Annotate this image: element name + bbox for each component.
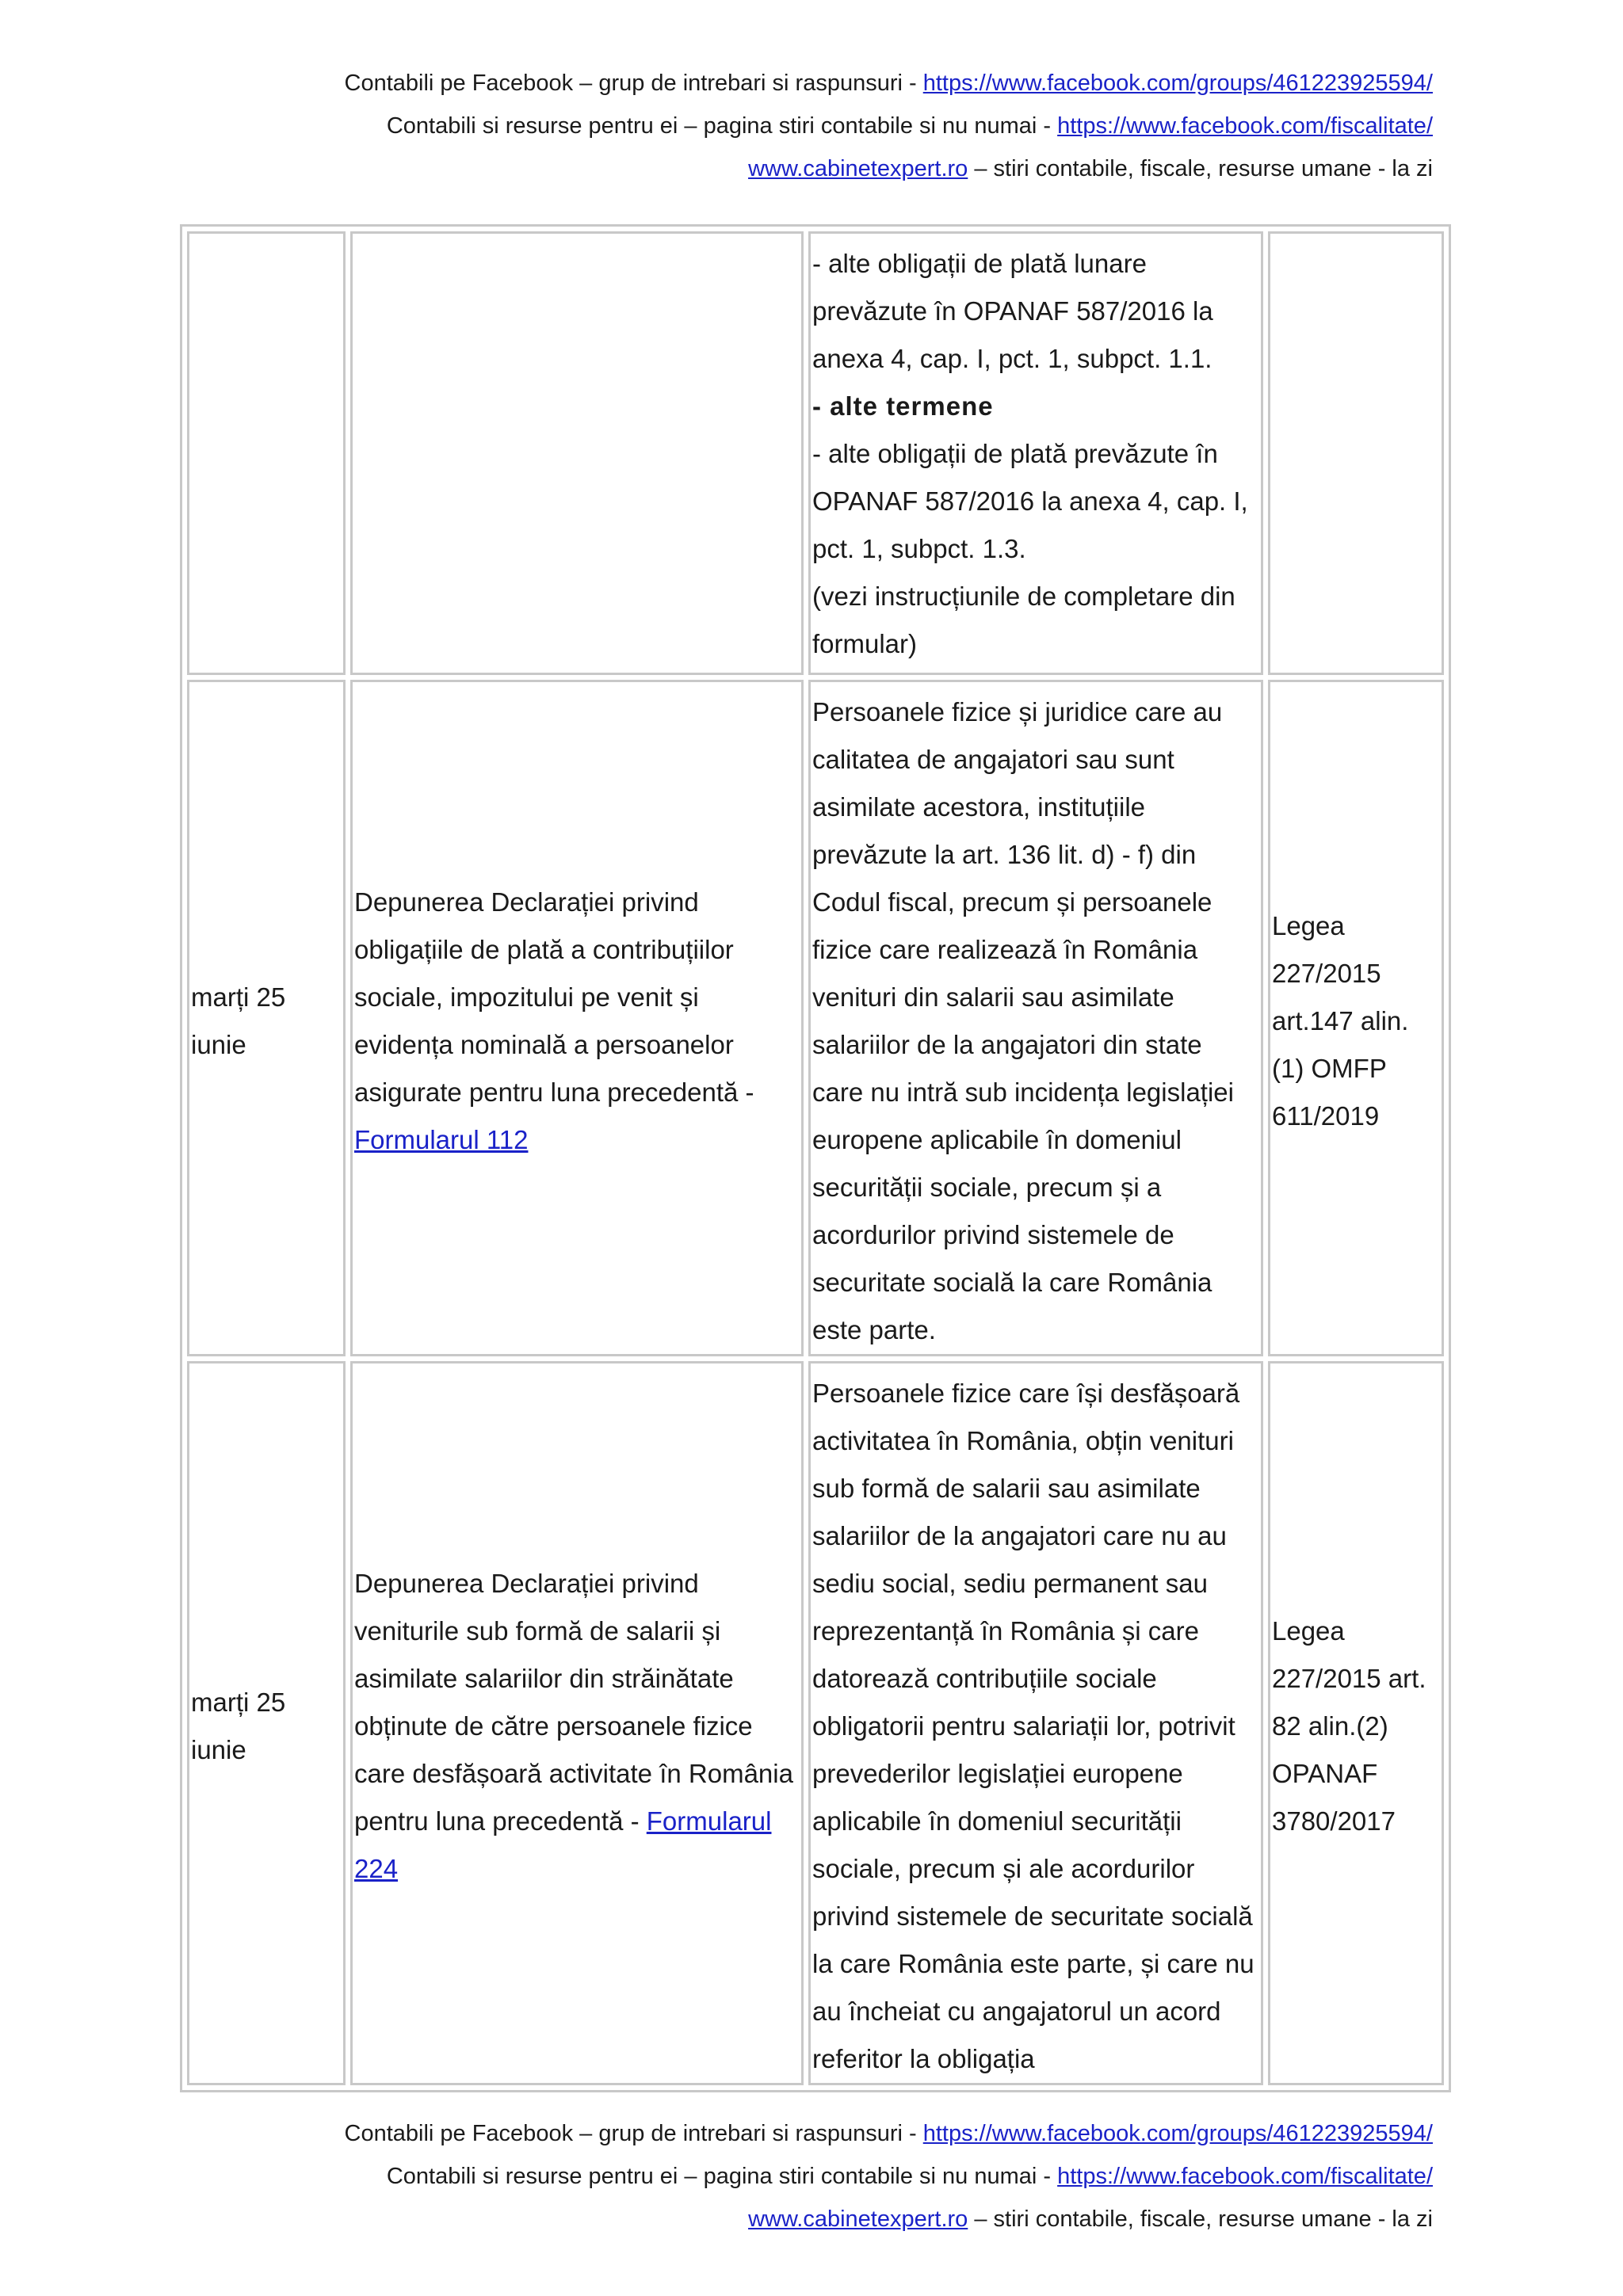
contributors-text: (vezi instrucțiunile de completare din formular) [812, 582, 1235, 658]
footer-line-1 [345, 2112, 1434, 2155]
form-112-link[interactable]: Formularul 112 [354, 1125, 529, 1154]
table-row [187, 1361, 1444, 2085]
contributors-cell: Persoanele fizice și juridice care au calitatea de angajatori sau sunt asimilate acestora, instituțiile prevăzute la art. 136 lit. d) - f) din Codul fiscal, precum și persoanele fizice care realizează în România venituri din salarii sau asimilate salariilor de la angajatori din state care nu intră sub incidența legislației europene aplicabile în domeniul securității sociale, precum și a acordurilor privind sistemele de securitate socială la care România este parte. [808, 680, 1263, 1356]
obligation-text: Depunerea Declarației privind veniturile sub formă de salarii și asimilate salariilor din străinătate obținute de către persoanele fizice care desfășoară activitate în România pentru luna precedentă - [354, 1569, 793, 1836]
date-cell: marți 25 iunie [187, 1361, 346, 2085]
header-facebook-group-link[interactable]: https://www.facebook.com/groups/461223925594/ [922, 71, 1433, 96]
footer-facebook-group-link[interactable]: https://www.facebook.com/groups/461223925594/ [922, 2121, 1433, 2146]
header-text-2: Contabili si resurse pentru ei – pagina stiri contabile si nu numai - [386, 113, 1058, 139]
page-header [345, 62, 1434, 190]
legal-basis-cell: Legea 227/2015 art. 82 alin.(2) OPANAF 3780/2017 [1268, 1361, 1444, 2085]
obligation-cell [350, 1361, 804, 2085]
legal-basis-cell: Legea 227/2015 art.147 alin. (1) OMFP 611/2019 [1268, 680, 1444, 1356]
date-cell [187, 231, 346, 675]
header-facebook-page-link[interactable]: https://www.facebook.com/fiscalitate/ [1057, 113, 1433, 139]
header-website-link[interactable]: www.cabinetexpert.ro [748, 156, 968, 181]
footer-text-2: Contabili si resurse pentru ei – pagina stiri contabile si nu numai - [386, 2164, 1058, 2189]
table-row [187, 231, 1444, 675]
header-text-3: – stiri contabile, fiscale, resurse umane - la zi [968, 156, 1433, 181]
header-line-3 [345, 147, 1434, 190]
footer-line-3 [345, 2198, 1434, 2241]
table-row [187, 680, 1444, 1356]
date-cell: marți 25 iunie [187, 680, 346, 1356]
contributors-text: - alte obligații de plată lunare prevăzute în OPANAF 587/2016 la anexa 4, cap. I, pct. 1, subpct. 1.1. [812, 249, 1213, 373]
contributors-text: - alte obligații de plată prevăzute în OPANAF 587/2016 la anexa 4, cap. I, pct. 1, subpct. 1.3. [812, 439, 1248, 563]
contributors-cell: Persoanele fizice care își desfășoară activitatea în România, obțin venituri sub formă de salarii sau asimilate salariilor de la angajatori care nu au sediu social, sediu permanent sau reprezentanță în România și care datorează contribuțiile sociale obligatorii pentru salariații lor, potrivit prevederilor legislației europene aplicabile în domeniul securității sociale, precum și ale acordurilor privind sistemele de securitate socială la care România este parte, și care nu au încheiat cu angajatorul un acord referitor la obligația [808, 1361, 1263, 2085]
form-224-link[interactable]: Formularul 224 [354, 1806, 772, 1883]
header-line-2 [345, 105, 1434, 147]
header-line-1 [345, 62, 1434, 105]
contributors-bold-heading: - alte termene [812, 391, 994, 421]
obligation-cell [350, 680, 804, 1356]
header-text-1: Contabili pe Facebook – grup de intrebari si raspunsuri - [344, 71, 923, 96]
contributors-cell [808, 231, 1263, 675]
footer-text-1: Contabili pe Facebook – grup de intrebari si raspunsuri - [344, 2121, 923, 2146]
footer-text-3: – stiri contabile, fiscale, resurse umane - la zi [968, 2206, 1433, 2232]
footer-website-link[interactable]: www.cabinetexpert.ro [748, 2206, 968, 2232]
obligation-text: Depunerea Declarației privind obligațiile de plată a contribuțiilor sociale, impozitului pe venit și evidența nominală a persoanelor asigurate pentru luna precedentă - [354, 887, 754, 1107]
legal-basis-cell [1268, 231, 1444, 675]
footer-line-2 [345, 2155, 1434, 2198]
obligation-cell [350, 231, 804, 675]
page-footer [345, 2112, 1434, 2241]
footer-facebook-page-link[interactable]: https://www.facebook.com/fiscalitate/ [1057, 2164, 1433, 2189]
obligations-table [180, 224, 1451, 2092]
